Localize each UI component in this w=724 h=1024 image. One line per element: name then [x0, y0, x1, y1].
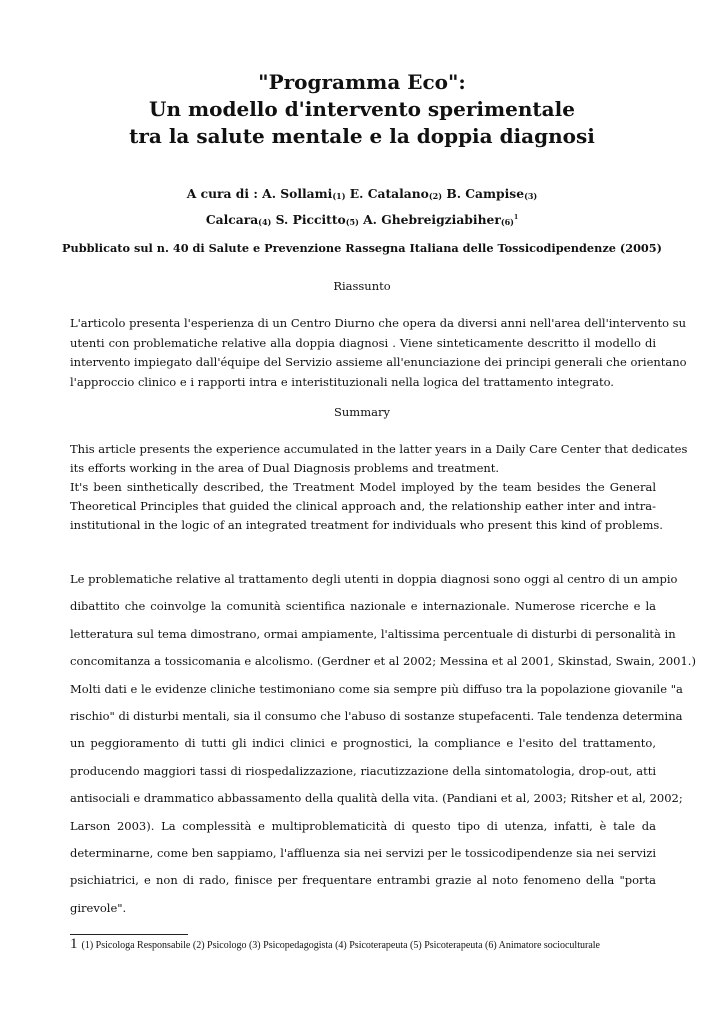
summary-line: Theoretical Principles that guided the clinical approach and, the relationship eather inter and intra- [70, 499, 656, 513]
body-line: producendo maggiori tassi di riospedalizzazione, riacutizzazione della sintomatologia, drop-out, atti [70, 763, 656, 778]
riassunto-line: utenti con problematiche relative alla doppia diagnosi . Viene sinteticamente descritto il modello di [70, 335, 656, 350]
title-line-2: Un modello d'intervento sperimentale [149, 97, 575, 121]
body-line: letteratura sul tema dimostrano, ormai ampiamente, l'altissima percentuale di disturbi di personalità in [70, 626, 676, 641]
footnote-number: 1 [70, 936, 78, 952]
author-ref: (2) [428, 191, 443, 201]
author-ref: (3) [524, 191, 538, 201]
summary-line: It's been sinthetically described, the Treatment Model imployed by the team besides the General [70, 480, 656, 494]
summary-heading: Summary [334, 405, 390, 419]
title-line-3: tra la salute mentale e la doppia diagnosi [129, 124, 595, 148]
author-ref: (5) [345, 217, 359, 228]
author-block [0, 183, 724, 233]
riassunto-line: l'approccio clinico e i rapporti intra e interistituzionali nella logica del trattamento integrato. [70, 374, 614, 389]
body-line: rischio" di disturbi mentali, sia il consumo che l'abuso di sostanze stupefacenti. Tale tendenza determina [70, 709, 683, 724]
author-ref: (6) [500, 217, 514, 228]
body-paragraph [70, 566, 696, 922]
footnote-text: (1) Psicologa Responsabile (2) Psicologo (3) Psicopedagogista (4) Psicoterapeuta (5) Psicoterapeuta (6) Animatore socioculturale [81, 940, 600, 951]
body-line: dibattito che coinvolge la comunità scientifica nazionale e internazionale. Numerose ricerche e la [70, 599, 656, 614]
riassunto-line: intervento impiegato dall'équipe del Servizio assieme all'enunciazione dei principi generali che orientano [70, 355, 687, 369]
author-name: E. Catalano [349, 186, 429, 201]
body-line: psichiatrici, e non di rado, finisce per frequentare entrambi grazie al noto fenomeno della "porta [70, 873, 656, 888]
author-name: Calcara [205, 212, 259, 228]
title-line-1: "Programma Eco": [258, 70, 466, 94]
riassunto-line: L'articolo presenta l'esperienza di un Centro Diurno che opera da diversi anni nell'area dell'intervento su [70, 316, 686, 330]
body-line: antisociali e drammatico abbassamento della qualità della vita. (Pandiani et al, 2003; Ritsher et al, 2002; [70, 791, 683, 806]
body-line: Larson 2003). La complessità e multiproblematicità di questo tipo di utenza, infatti, è tale da [70, 818, 656, 833]
author-name: A. Sollami [262, 186, 333, 201]
author-name: S. Piccitto [275, 212, 346, 228]
body-line: Le problematiche relative al trattamento degli utenti in doppia diagnosi sono oggi al centro di un ampio [70, 572, 678, 586]
riassunto-paragraph [70, 314, 687, 392]
author-line-1 [0, 183, 724, 207]
author-ref: (1) [332, 191, 346, 201]
summary-line: its efforts working in the area of Dual Diagnosis problems and treatment. [70, 461, 500, 475]
body-line: concomitanza a tossicomania e alcolismo. (Gerdner et al 2002; Messina et al 2001, Skinstad, Swain, 2001.) [70, 654, 696, 669]
riassunto-heading: Riassunto [333, 279, 391, 293]
summary-paragraph [70, 440, 688, 535]
footnote-mark: 1 [513, 214, 519, 221]
author-line-2 [0, 207, 724, 233]
body-line: determinarne, come ben sappiamo, l'affluenza sia nei servizi per le tossicodipendenze sia nei servizi [70, 846, 656, 861]
body-line: un peggioramento di tutti gli indici clinici e prognostici, la compliance e l'esito del trattamento, [70, 736, 656, 751]
author-ref: (4) [258, 217, 272, 228]
publication-info: Pubblicato sul n. 40 di Salute e Prevenzione Rassegna Italiana delle Tossicodipendenze (2005) [62, 241, 662, 255]
authors-prefix: A cura di : [186, 186, 263, 201]
author-name: A. Ghebreigziabiher [363, 212, 501, 228]
footnote-separator [70, 934, 188, 935]
footnote [70, 936, 600, 954]
article-title [0, 70, 724, 151]
author-name: B. Campise [446, 186, 525, 201]
summary-line: This article presents the experience accumulated in the latter years in a Daily Care Center that dedicates [70, 442, 688, 456]
summary-line: institutional in the logic of an integrated treatment for individuals who present this kind of problems. [70, 518, 663, 532]
body-line: Molti dati e le evidenze cliniche testimoniano come sia sempre più diffuso tra la popolazione giovanile "a [70, 681, 683, 696]
body-line: girevole". [70, 900, 127, 915]
